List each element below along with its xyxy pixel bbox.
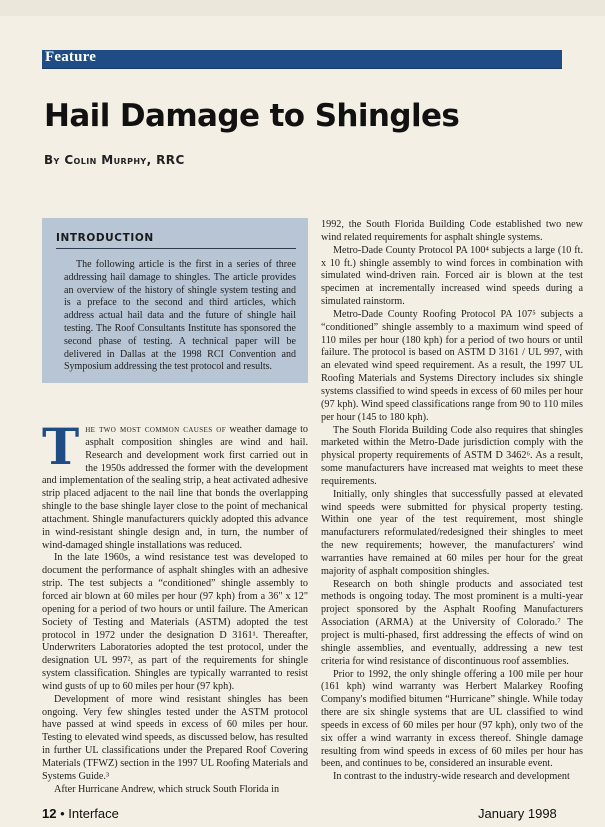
body-paragraph: Prior to 1992, the only shingle offering a 100 mile per hour (161 kph) wind warranty was Herbert Malarkey Roofing Company's modified bitumen “Hurricane” shingle. While today there are six shingle systems that are UL classified to wind speeds in excess of 60 miles per hour (97 kph), only two of the six offer a wind warranty in excess thereof. Shingle damage resulting from wind speeds in excess of 60 miles per hour has been, and continues to be, considered an insurable event. xyxy=(321,668,583,770)
lead-body-text: weather damage to asphalt composition shingles are wind and hail. Research and development work first carried out in the 1950s addressed the former with the development and implementation of the sealing strip, a heat activated adhesive strip placed adjacent to the nail line that bonds the overlapping shingle to the base shingle layer close to the point of mechanical attachment. Shingle manufacturers quickly adopted this advance in wind-resistant shingle design and, in turn, the number of wind-damaged shingle installations was reduced. xyxy=(42,424,308,551)
body-paragraph: The South Florida Building Code also requires that shingles marketed within the Metro-Dade jurisdiction comply with the physical property requirements of ASTM D 3462⁶. As a result, some manufacturers have increased mat weights to meet these requirements. xyxy=(321,424,583,487)
introduction-rule xyxy=(56,248,296,249)
body-paragraph: Metro-Dade County Roofing Protocol PA 107⁵ subjects a “conditioned” shingle assembly to a maximum wind speed of 110 miles per hour (180 kph) for a period of two hours or until failure. The protocol is based on ASTM D 3161 / UL 997, with an elevated wind speed requirement. As a result, the 1997 UL Roofing Materials and Systems Directory includes six shingle systems classified to wind speeds in excess of 60 miles per hour (97 kph). Wind speed classifications range from 90 to 110 miles per hour (145 to 180 kph). xyxy=(321,308,583,423)
page-top-strip xyxy=(0,0,605,16)
body-paragraph: Research on both shingle products and associated test methods is ongoing today. The most prominent is a multi-year project sponsored by the Asphalt Roofing Manufacturers Association (ARMA) at the University of Colorado.⁷ The project is multi-phased, first addressing the effects of wind on shingle assemblies, and eventually, addressing a new test criteria for wind resistance of discontinuous roof assemblies. xyxy=(321,578,583,667)
page-footer-left xyxy=(42,806,119,821)
continued-paragraph: 1992, the South Florida Building Code established two new wind related requirements for asphalt shingle systems. xyxy=(321,219,583,243)
lead-in-text: he two most common causes of xyxy=(85,424,227,435)
footer-separator: • xyxy=(60,806,65,821)
body-paragraph: Development of more wind resistant shingles has been ongoing. Very few shingles tested under the ASTM protocol have passed at wind speeds in excess of 60 miles per hour. Testing to elevated wind speeds, as discussed below, has resulted in further UL classifications under the Prepared Roof Covering Materials (TFWZ) section in the 1997 UL Roofing Materials and Systems Guide.³ xyxy=(42,693,308,782)
body-paragraph: In the late 1960s, a wind resistance test was developed to document the performance of asphalt shingles with an adhesive strip. The test subjects a “conditioned” shingle assembly to forced air blown at 60 miles per hour (97 kph) from a 36" x 12" opening for a period of two hours or until failure. The American Society of Testing and Materials (ASTM) adopted the test protocol in 1972 under the designation D 3161¹. Thereafter, Underwriters Laboratories adopted the test protocol, under the designation UL 997², as part of the requirements for shingle system classification. Shingles are typically warranted to resist wind gusts of up to 60 miles per hour (97 kph). xyxy=(42,552,308,692)
article-title: Hail Damage to Shingles xyxy=(44,98,460,134)
issue-date: January 1998 xyxy=(478,806,557,821)
body-paragraph: Metro-Dade County Protocol PA 100⁴ subjects a large (10 ft. x 10 ft.) shingle assembly to wind forces in combination with simulated wind-driven rain. Forced air is blown at the test specimen at incrementally increased wind speeds during a simulated rainstorm. xyxy=(321,244,583,308)
page-number: 12 xyxy=(42,806,57,821)
right-column xyxy=(321,219,583,784)
drop-cap: T xyxy=(42,417,80,476)
introduction-box xyxy=(42,218,308,383)
byline xyxy=(44,153,185,167)
body-paragraph: After Hurricane Andrew, which struck South Florida in xyxy=(54,783,280,795)
section-header-bar xyxy=(42,50,562,69)
body-paragraph: In contrast to the industry-wide research and development xyxy=(333,771,570,783)
body-paragraph: Initially, only shingles that successfully passed at elevated wind speeds were submitted for physical property testing. Within one year of the test requirement, most shingle manufacturers reformulated/redesigned their shingles to meet the new requirements; however, the manufacturers' wind warranties have remained at 60 miles per hour for the great majority of asphalt composition shingles. xyxy=(321,488,583,577)
section-label: Feature xyxy=(45,49,97,65)
publication-name: Interface xyxy=(68,806,119,821)
introduction-text: The following article is the first in a series of three addressing hail damage to shingles. The article provides an overview of the history of shingle system testing and is a preface to the second and third articles, which address actual hail data and the future of shingle hail testing. The Roof Consultants Institute has sponsored the second phase of testing. A technical paper will be delivered in Dallas at the 1998 RCI Convention and Symposium addressing the test protocol and results. xyxy=(64,259,296,373)
left-column xyxy=(42,417,308,796)
byline-text: By Colin Murphy, RRC xyxy=(44,153,185,167)
lead-paragraph xyxy=(42,417,308,552)
introduction-heading: INTRODUCTION xyxy=(56,232,154,244)
